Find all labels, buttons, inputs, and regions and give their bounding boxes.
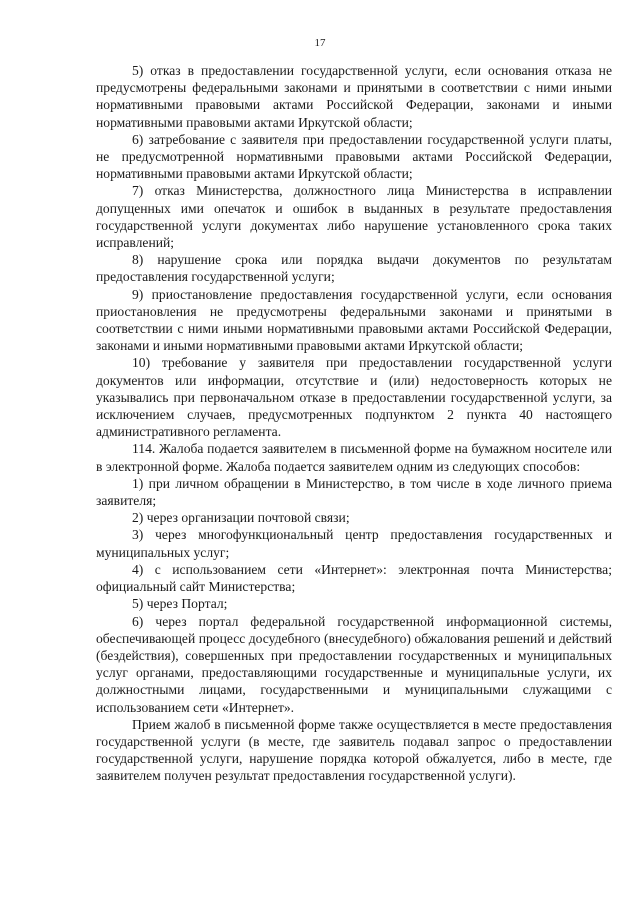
paragraph-item-6: 6) затребование с заявителя при предоставлении государственной услуги платы, не предусмотренной нормативными правовыми актами Российской Федерации, нормативными правовыми актами Иркутской области; [96, 131, 612, 182]
paragraph-item-8: 8) нарушение срока или порядка выдачи документов по результатам предоставления государственной услуги; [96, 252, 612, 285]
document-body [96, 62, 612, 785]
paragraph-complaint-reception: Прием жалоб в письменной форме также осуществляется в месте предоставления государственной услуги (в месте, где заявитель подавал запрос о предоставлении государственной услуги, нарушение порядка которой обжалуется, либо в месте, где заявителем получен результат предоставления государственной услуги). [96, 716, 612, 784]
method-item-5: 5) через Портал; [132, 596, 228, 612]
paragraph-item-5: 5) отказ в предоставлении государственной услуги, если основания отказа не предусмотрены федеральными законами и принятыми в соответствии с ними иными нормативными правовыми актами Российской Федерации, законами и иными нормативными правовыми актами Иркутской области; [96, 63, 612, 130]
paragraph-item-9: 9) приостановление предоставления государственной услуги, если основания приостановления не предусмотрены федеральными законами и принятыми в соответствии с ними иными нормативными правовыми актами Российской Федерации, законами и иными нормативными правовыми актами Иркутской области; [96, 286, 612, 354]
paragraph-clause-114: 114. Жалоба подается заявителем в письменной форме на бумажном носителе или в электронной форме. Жалоба подается заявителем одним из следующих способов: [96, 441, 612, 474]
method-item-6: 6) через портал федеральной государственной информационной системы, обеспечивающей процесс досудебного (внесудебного) обжалования решений и действий (бездействия), совершенных при предоставлении государственных и муниципальных услуг органами, предоставляющими государственные и муниципальные услуги, их должностными лицами, государственными и муниципальными служащими с использованием сети «Интернет». [96, 613, 612, 715]
paragraph-item-10: 10) требование у заявителя при предоставлении государственной услуги документов или информации, отсутствие и (или) недостоверность которых не указывались при первоначальном отказе в предоставлении государственной услуги, за исключением случаев, предусмотренных подпунктом 2 пункта 40 настоящего административного регламента. [96, 355, 612, 440]
paragraph-item-7: 7) отказ Министерства, должностного лица Министерства в исправлении допущенных ими опечаток и ошибок в выданных в результате предоставления государственной услуги документах либо нарушение установленного срока таких исправлений; [96, 183, 612, 251]
method-item-3: 3) через многофункциональный центр предоставления государственных и муниципальных услуг; [96, 527, 612, 560]
method-item-4: 4) с использованием сети «Интернет»: электронная почта Министерства; официальный сайт Министерства; [96, 561, 612, 595]
page-number: 17 [314, 37, 326, 49]
method-item-1: 1) при личном обращении в Министерство, в том числе в ходе личного приема заявителя; [96, 475, 612, 509]
method-item-2: 2) через организации почтовой связи; [132, 510, 350, 526]
